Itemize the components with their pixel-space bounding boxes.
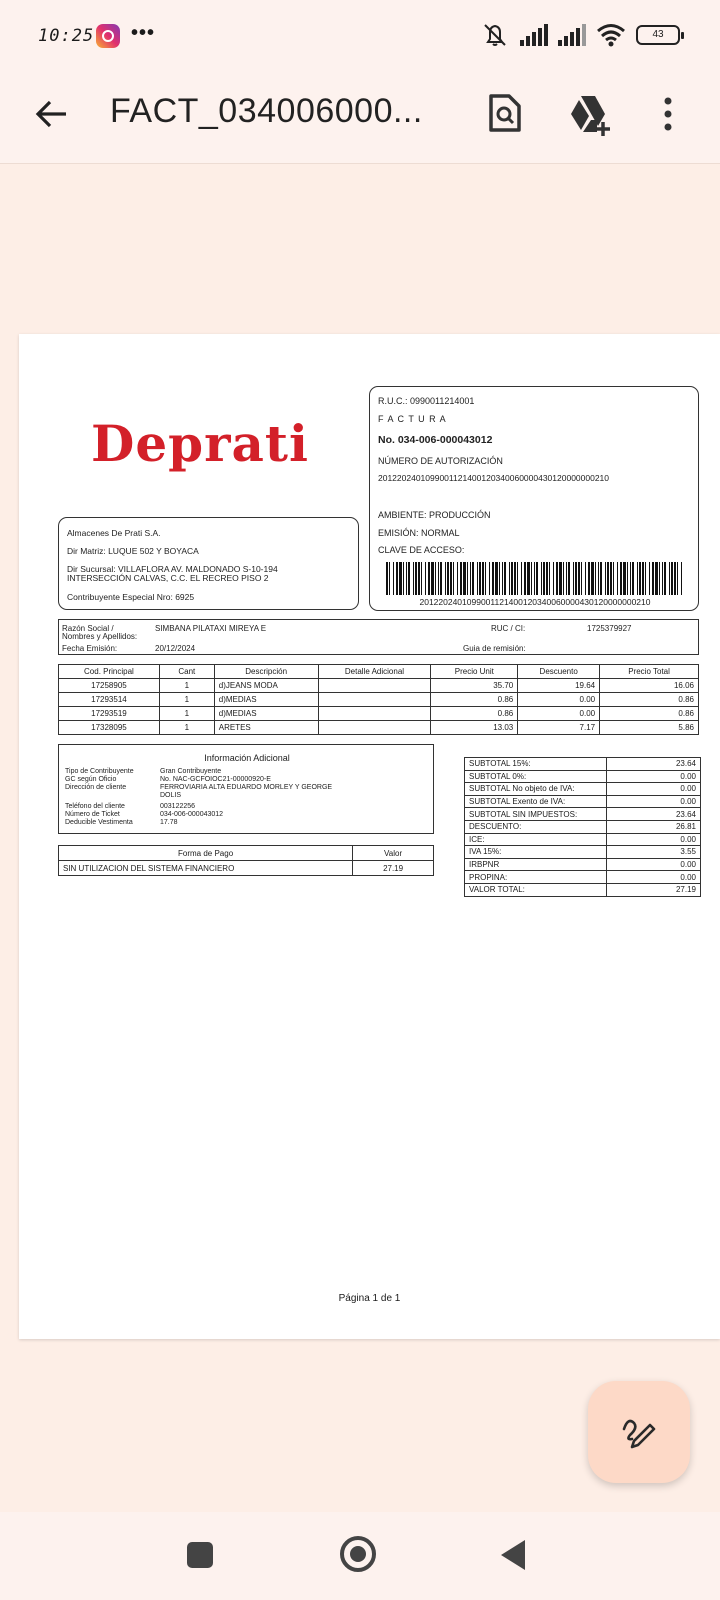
auth-label: NÚMERO DE AUTORIZACIÓN bbox=[378, 456, 503, 466]
total-label: IRBPNR bbox=[465, 858, 607, 871]
info-key: Dirección de cliente bbox=[65, 784, 127, 791]
totals-row bbox=[465, 846, 701, 859]
battery-icon: 43 bbox=[636, 25, 680, 45]
status-bar bbox=[0, 0, 720, 70]
cell-descuento: 7.17 bbox=[518, 721, 600, 735]
total-value: 0.00 bbox=[607, 833, 701, 846]
pago-forma: SIN UTILIZACION DEL SISTEMA FINANCIERO bbox=[59, 861, 353, 876]
col-precio-total: Precio Total bbox=[600, 665, 699, 679]
total-label: SUBTOTAL 15%: bbox=[465, 758, 607, 771]
page-number: Página 1 de 1 bbox=[338, 1293, 401, 1304]
instagram-icon bbox=[96, 24, 120, 48]
items-table bbox=[58, 664, 699, 735]
col-cod: Cod. Principal bbox=[59, 665, 160, 679]
fecha-value: 20/12/2024 bbox=[155, 644, 196, 653]
totals-row bbox=[465, 808, 701, 821]
razon-label-1: Razón Social / bbox=[62, 624, 114, 633]
cell-detalle bbox=[318, 693, 431, 707]
navigation-bar bbox=[0, 1512, 720, 1600]
totals-row bbox=[465, 833, 701, 846]
ambiente: AMBIENTE: PRODUCCIÓN bbox=[378, 510, 491, 520]
clave-label: CLAVE DE ACCESO: bbox=[378, 545, 465, 555]
invoice-number: No. 034-006-000043012 bbox=[378, 434, 493, 446]
signal-1-icon bbox=[520, 24, 548, 46]
cell-desc: d)MEDIAS bbox=[214, 707, 318, 721]
cell-precio-total: 16.06 bbox=[600, 679, 699, 693]
cell-precio-total: 0.86 bbox=[600, 693, 699, 707]
totals-row bbox=[465, 871, 701, 884]
cell-desc: d)JEANS MODA bbox=[214, 679, 318, 693]
cell-detalle bbox=[318, 679, 431, 693]
col-precio-unit: Precio Unit bbox=[431, 665, 518, 679]
total-value: 27.19 bbox=[607, 883, 701, 896]
total-label: ICE: bbox=[465, 833, 607, 846]
barcode bbox=[386, 562, 684, 595]
pago-header-valor: Valor bbox=[353, 846, 434, 861]
total-value: 3.55 bbox=[607, 846, 701, 859]
total-value: 0.00 bbox=[607, 795, 701, 808]
totals-row bbox=[465, 883, 701, 896]
cell-descuento: 19.64 bbox=[518, 679, 600, 693]
cell-cod: 17258905 bbox=[59, 679, 160, 693]
totals-row bbox=[465, 820, 701, 833]
cell-descuento: 0.00 bbox=[518, 693, 600, 707]
total-label: VALOR TOTAL: bbox=[465, 883, 607, 896]
totals-row bbox=[465, 783, 701, 796]
cell-desc: d)MEDIAS bbox=[214, 693, 318, 707]
ruc-ci-value: 1725379927 bbox=[587, 624, 632, 633]
info-key: Teléfono del cliente bbox=[65, 803, 125, 810]
cell-cant: 1 bbox=[159, 721, 214, 735]
info-key: Número de Ticket bbox=[65, 811, 120, 818]
deprati-logo: Deprati bbox=[91, 414, 309, 473]
info-key: Tipo de Contribuyente bbox=[65, 768, 134, 775]
cell-cant: 1 bbox=[159, 679, 214, 693]
cell-cod: 17293519 bbox=[59, 707, 160, 721]
items-header-row bbox=[59, 665, 699, 679]
razon-label-2: Nombres y Apellidos: bbox=[62, 632, 138, 641]
pago-header-row bbox=[59, 846, 434, 861]
cell-cant: 1 bbox=[159, 707, 214, 721]
info-adicional-box bbox=[58, 744, 434, 834]
info-value: 034-006-000043012 bbox=[160, 811, 224, 818]
pen-icon bbox=[620, 1413, 658, 1451]
home-button[interactable] bbox=[340, 1536, 376, 1572]
total-label: DESCUENTO: bbox=[465, 820, 607, 833]
emision: EMISIÓN: NORMAL bbox=[378, 528, 460, 538]
pdf-page[interactable] bbox=[19, 334, 720, 1339]
cell-cod: 17328095 bbox=[59, 721, 160, 735]
back-button[interactable] bbox=[501, 1540, 525, 1570]
info-key: GC según Oficio bbox=[65, 776, 117, 783]
recents-button[interactable] bbox=[187, 1542, 213, 1568]
col-desc: Descripción bbox=[214, 665, 318, 679]
clock: 10:25 bbox=[38, 26, 95, 46]
total-value: 0.00 bbox=[607, 770, 701, 783]
info-value: Gran Contribuyente bbox=[160, 768, 222, 775]
pago-header-forma: Forma de Pago bbox=[59, 846, 353, 861]
totals-row bbox=[465, 858, 701, 871]
table-row bbox=[59, 679, 699, 693]
annotate-button[interactable] bbox=[588, 1381, 690, 1483]
forma-pago-table bbox=[58, 845, 434, 876]
total-label: PROPINA: bbox=[465, 871, 607, 884]
back-arrow-icon[interactable] bbox=[34, 96, 70, 132]
contribuyente-especial: Contribuyente Especial Nro: 6925 bbox=[67, 592, 195, 602]
totals-table bbox=[464, 757, 701, 897]
total-label: SUBTOTAL Exento de IVA: bbox=[465, 795, 607, 808]
total-label: SUBTOTAL No objeto de IVA: bbox=[465, 783, 607, 796]
col-cant: Cant bbox=[159, 665, 214, 679]
pago-valor: 27.19 bbox=[353, 861, 434, 876]
dir-sucursal-2: INTERSECCIÓN CALVAS, C.C. EL RECREO PISO 2 bbox=[67, 573, 269, 583]
cell-precio-unit: 0.86 bbox=[431, 707, 518, 721]
auth-number: 2012202401099001121400120340060000430120000000210 bbox=[378, 473, 610, 483]
fecha-label: Fecha Emisión: bbox=[62, 644, 118, 653]
info-value: 003122256 bbox=[160, 803, 196, 810]
info-key: Deducible Vestimenta bbox=[65, 819, 133, 826]
search-document-icon[interactable] bbox=[485, 92, 525, 136]
total-label: SUBTOTAL 0%: bbox=[465, 770, 607, 783]
totals-row bbox=[465, 758, 701, 771]
total-value: 0.00 bbox=[607, 858, 701, 871]
table-row bbox=[59, 721, 699, 735]
drive-add-icon[interactable] bbox=[567, 92, 615, 136]
info-value: 17.78 bbox=[160, 819, 178, 826]
more-options-icon[interactable] bbox=[660, 92, 676, 136]
total-value: 0.00 bbox=[607, 871, 701, 884]
emisor-box bbox=[369, 386, 699, 611]
razon-value: SIMBANA PILATAXI MIREYA E bbox=[155, 624, 267, 633]
guia-label: Guia de remisión: bbox=[463, 644, 526, 653]
mute-icon bbox=[480, 22, 510, 48]
document-title: FACT_034006000... bbox=[110, 92, 423, 130]
total-value: 0.00 bbox=[607, 783, 701, 796]
cliente-box bbox=[58, 619, 699, 655]
wifi-icon bbox=[596, 23, 626, 47]
ruc-label: R.U.C.: 0990011214001 bbox=[378, 396, 475, 406]
pago-row bbox=[59, 861, 434, 876]
almacen-name: Almacenes De Prati S.A. bbox=[67, 528, 161, 538]
table-row bbox=[59, 707, 699, 721]
app-bar bbox=[0, 70, 720, 164]
total-label: IVA 15%: bbox=[465, 846, 607, 859]
cell-precio-unit: 35.70 bbox=[431, 679, 518, 693]
cell-precio-unit: 0.86 bbox=[431, 693, 518, 707]
dir-sucursal-1: Dir Sucursal: VILLAFLORA AV. MALDONADO S-10-194 bbox=[67, 564, 278, 574]
total-value: 23.64 bbox=[607, 808, 701, 821]
almacen-box bbox=[58, 517, 359, 610]
ruc-ci-label: RUC / CI: bbox=[491, 624, 526, 633]
cell-precio-total: 0.86 bbox=[600, 707, 699, 721]
info-adicional-title: Información Adicional bbox=[204, 753, 290, 763]
total-value: 23.64 bbox=[607, 758, 701, 771]
total-label: SUBTOTAL SIN IMPUESTOS: bbox=[465, 808, 607, 821]
more-notifications-icon: ••• bbox=[131, 22, 156, 44]
total-value: 26.81 bbox=[607, 820, 701, 833]
info-value: No. NAC-GCFOIOC21-00000920-E bbox=[160, 776, 271, 783]
totals-row bbox=[465, 770, 701, 783]
cell-cant: 1 bbox=[159, 693, 214, 707]
cell-detalle bbox=[318, 721, 431, 735]
info-value: FERROVIARIA ALTA EDUARDO MORLEY Y GEORGE DOLIS bbox=[160, 784, 333, 799]
cell-descuento: 0.00 bbox=[518, 707, 600, 721]
table-row bbox=[59, 693, 699, 707]
cell-cod: 17293514 bbox=[59, 693, 160, 707]
cell-precio-unit: 13.03 bbox=[431, 721, 518, 735]
dir-matriz: Dir Matriz: LUQUE 502 Y BOYACA bbox=[67, 546, 199, 556]
doc-type: F A C T U R A bbox=[378, 414, 447, 424]
cell-detalle bbox=[318, 707, 431, 721]
totals-row bbox=[465, 795, 701, 808]
signal-2-icon bbox=[558, 24, 586, 46]
clave-number: 2012202401099001121400120340060000430120000000210 bbox=[419, 597, 651, 607]
col-detalle: Detalle Adicional bbox=[318, 665, 431, 679]
cell-precio-total: 5.86 bbox=[600, 721, 699, 735]
col-descuento: Descuento bbox=[518, 665, 600, 679]
cell-desc: ARETES bbox=[214, 721, 318, 735]
